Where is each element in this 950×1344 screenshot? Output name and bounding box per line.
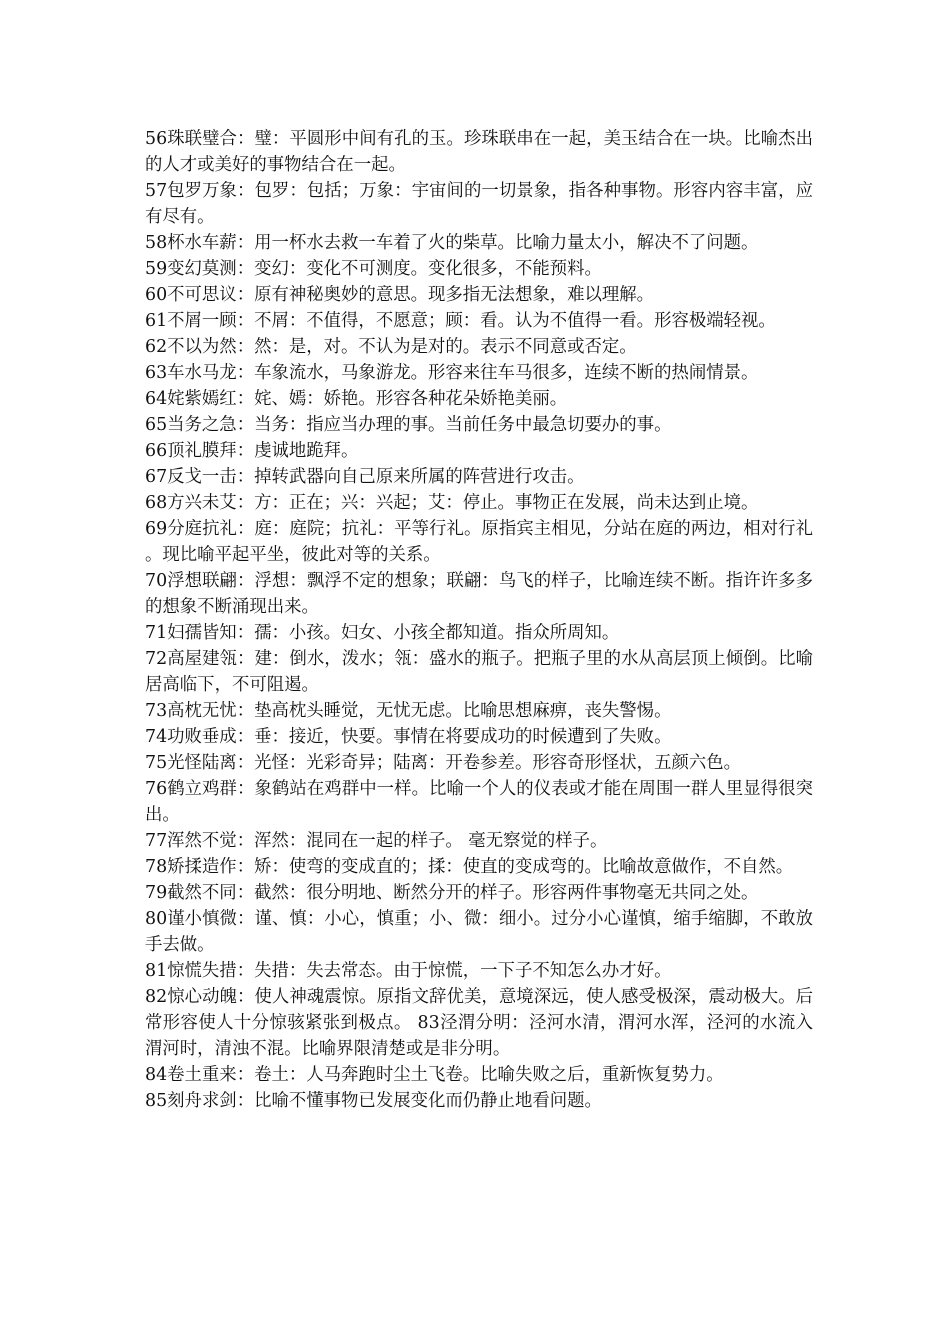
idiom-entry-63: 63车水马龙：车象流水，马象游龙。形容来往车马很多，连续不断的热闹情景。: [145, 363, 759, 383]
idiom-entry-76: 76鹤立鸡群：象鹤站在鸡群中一样。比喻一个人的仪表或才能在周围一群人里显得很突出。: [145, 779, 813, 825]
idiom-entry-67: 67反戈一击：掉转武器向自己原来所属的阵营进行攻击。: [145, 467, 585, 487]
idiom-entry-65: 65当务之急：当务：指应当办理的事。当前任务中最急切要办的事。: [145, 415, 672, 435]
idiom-entry-59: 59变幻莫测：变幻：变化不可测度。变化很多，不能预料。: [145, 259, 602, 279]
idiom-entry-79: 79截然不同：截然：很分明地、断然分开的样子。形容两件事物毫无共同之处。: [145, 883, 759, 903]
idiom-entry-62: 62不以为然：然：是，对。不认为是对的。表示不同意或否定。: [145, 337, 637, 357]
idiom-entry-64: 64姹紫嫣红：姹、嫣：娇艳。形容各种花朵娇艳美丽。: [145, 389, 568, 409]
idiom-entry-66: 66顶礼膜拜：虔诚地跪拜。: [145, 441, 359, 461]
idiom-entry-81: 81惊慌失措：失措：失去常态。由于惊慌，一下子不知怎么办才好。: [145, 961, 672, 981]
idiom-entry-57: 57包罗万象：包罗：包括；万象：宇宙间的一切景象，指各种事物。形容内容丰富，应有尽有。: [145, 181, 813, 227]
idiom-entry-68: 68方兴未艾：方：正在；兴：兴起；艾：停止。事物正在发展，尚未达到止境。: [145, 493, 759, 513]
idiom-entry-82-83: 82惊心动魄：使人神魂震惊。原指文辞优美，意境深远，使人感受极深，震动极大。后常形容使人十分惊骇紧张到极点。 83泾渭分明：泾河水清，渭河水浑，泾河的水流入渭河时，清浊不混。比喻界限清楚或是非分明。: [145, 987, 813, 1059]
idiom-entry-77: 77浑然不觉：浑然：混同在一起的样子。 毫无察觉的样子。: [145, 831, 608, 851]
idiom-entry-73: 73高枕无忧：垫高枕头睡觉，无忧无虑。比喻思想麻痹，丧失警惕。: [145, 701, 672, 721]
idiom-entry-70: 70浮想联翩：浮想：飘浮不定的想象；联翩：鸟飞的样子，比喻连续不断。指许许多多的想象不断涌现出来。: [145, 571, 813, 617]
idiom-entry-78: 78矫揉造作：矫：使弯的变成直的；揉：使直的变成弯的。比喻故意做作，不自然。: [145, 857, 794, 877]
idiom-entry-74: 74功败垂成：垂：接近，快要。事情在将要成功的时候遭到了失败。: [145, 727, 672, 747]
idiom-entry-75: 75光怪陆离：光怪：光彩奇异；陆离：开卷参差。形容奇形怪状，五颜六色。: [145, 753, 742, 773]
idiom-entry-56: 56珠联璧合：璧：平圆形中间有孔的玉。珍珠联串在一起，美玉结合在一块。比喻杰出的人才或美好的事物结合在一起。: [145, 129, 813, 175]
idiom-entry-60: 60不可思议：原有神秘奥妙的意思。现多指无法想象，难以理解。: [145, 285, 655, 305]
idiom-entry-72: 72高屋建瓴：建：倒水，泼水；瓴：盛水的瓶子。把瓶子里的水从高层顶上倾倒。比喻居高临下，不可阻遏。: [145, 649, 813, 695]
idiom-entry-71: 71妇孺皆知：孺：小孩。妇女、小孩全都知道。指众所周知。: [145, 623, 620, 643]
idiom-entry-84: 84卷土重来：卷土：人马奔跑时尘土飞卷。比喻失败之后，重新恢复势力。: [145, 1065, 724, 1085]
idiom-list: [145, 126, 813, 1114]
idiom-entry-85: 85刻舟求剑：比喻不懂事物已发展变化而仍静止地看问题。: [145, 1091, 602, 1111]
idiom-entry-58: 58杯水车薪：用一杯水去救一车着了火的柴草。比喻力量太小，解决不了问题。: [145, 233, 759, 253]
idiom-entry-61: 61不屑一顾：不屑：不值得，不愿意；顾：看。认为不值得一看。形容极端轻视。: [145, 311, 776, 331]
idiom-entry-80: 80谨小慎微：谨、慎：小心，慎重；小、微：细小。过分小心谨慎，缩手缩脚，不敢放手去做。: [145, 909, 813, 955]
idiom-entry-69: 69分庭抗礼：庭：庭院；抗礼：平等行礼。原指宾主相见，分站在庭的两边，相对行礼。现比喻平起平坐，彼此对等的关系。: [145, 519, 813, 565]
